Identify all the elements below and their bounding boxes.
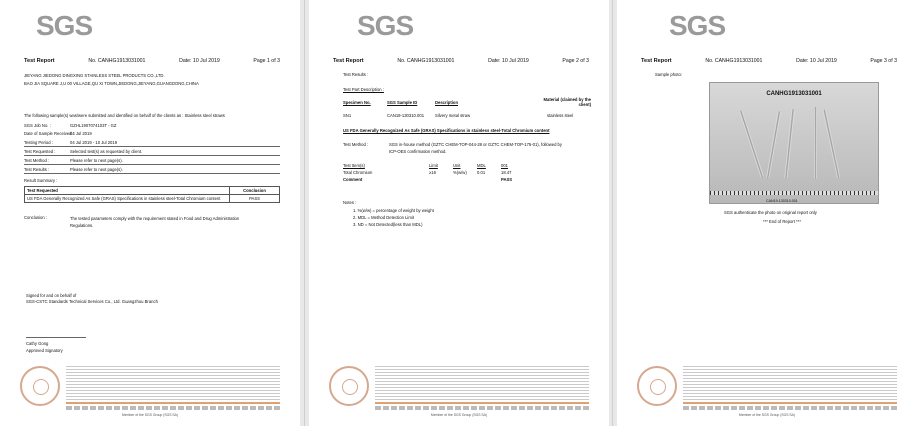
divider — [24, 155, 280, 156]
summary-title: Result Summary : — [24, 178, 58, 183]
field-value: Please refer to next page(s). — [70, 158, 123, 163]
page-separator — [612, 0, 613, 426]
footer-divider — [66, 402, 280, 404]
comment-value: PASS — [501, 177, 513, 182]
field-label: Testing Period : — [24, 140, 53, 145]
result-col-header: 001 — [501, 163, 508, 168]
field-label: Test Results : — [24, 167, 50, 172]
signed-line-2: SGS-CSTC Standards Technical Services Co., Ltd. Guangzhou Branch — [26, 299, 158, 304]
method-text-1: SGS in-house method (GZTC CHEM-TOP-044-28 or GZTC CHEM-TOP-175-01), followed by — [389, 142, 562, 147]
intro-text: The following sample(s) was/were submitted and identified on behalf of the clients as : Stainless steel straws — [24, 113, 225, 118]
photo-background — [710, 83, 878, 203]
photo-caption: CAN19-130310.001 — [766, 199, 798, 203]
sgs-seal-icon — [329, 366, 369, 406]
result-cell: 0.01 — [477, 170, 486, 175]
company-name: JIEYANG JIEDONG DINGXING STAINLESS STEEL PRODUCTS CO.,LTD. — [24, 73, 165, 78]
conclusion-label: Conclusion : — [24, 215, 48, 220]
end-of-report: *** End of Report *** — [763, 219, 801, 224]
report-title: Test Report — [333, 58, 364, 64]
page-header — [24, 58, 280, 64]
straw-image — [814, 107, 817, 179]
col-header: Description — [435, 100, 459, 105]
signer-name: Cathy Gong — [26, 341, 49, 346]
field-label: Test Method : — [24, 158, 50, 163]
footer-divider — [375, 402, 589, 404]
page-number: Page 2 of 3 — [562, 58, 589, 64]
table-cell: Silvery metal straw — [435, 113, 471, 118]
notes-title: Notes : — [343, 200, 357, 205]
field-value: Selected test(s) as requested by client. — [70, 149, 143, 154]
note-item: 1. %(w/w) = percentage of weight by weight — [353, 208, 434, 213]
result-cell: ≥16 — [429, 170, 436, 175]
field-label: SGS Job No. : — [24, 123, 51, 128]
legal-fine-print — [375, 366, 589, 400]
sample-photo — [709, 82, 879, 204]
table-row — [25, 195, 280, 203]
table-header: Test Requested — [25, 187, 230, 195]
page-number: Page 3 of 3 — [870, 58, 897, 64]
sgs-seal-icon — [20, 366, 60, 406]
method-label: Test Method : — [343, 142, 369, 147]
footer-divider — [683, 402, 897, 404]
result-col-header: Unit — [453, 163, 461, 168]
col-header: Specimen No. — [343, 100, 371, 105]
divider — [24, 146, 280, 147]
report-page-1 — [0, 0, 300, 426]
summary-table — [24, 186, 280, 203]
page-footer — [637, 366, 897, 418]
report-title: Test Report — [641, 58, 672, 64]
page-header — [641, 58, 897, 64]
result-cell: Total Chromium — [343, 170, 373, 175]
signature-line — [26, 337, 86, 338]
signed-line-1: Signed for and on behalf of — [26, 293, 77, 298]
report-page-2 — [309, 0, 609, 426]
result-cell: %(w/w) — [453, 170, 467, 175]
legal-fine-print — [66, 366, 280, 400]
comment-label: Comment — [343, 177, 363, 182]
report-date: Date: 10 Jul 2019 — [796, 58, 837, 64]
divider — [24, 173, 280, 174]
report-title: Test Report — [24, 58, 55, 64]
member-text: Member of the SGS Group (SGS SA) — [738, 413, 796, 417]
table-cell: stainless steel — [547, 113, 574, 118]
report-number: No. CANHG1913031001 — [705, 58, 763, 64]
col-header: SGS Sample ID — [387, 100, 418, 105]
field-label: Test Requested : — [24, 149, 56, 154]
page-footer — [20, 366, 280, 418]
conclusion-text: The tested parameters comply with the requirement stated in Food and Drug Administration Regulations. — [70, 216, 240, 228]
report-page-3 — [617, 0, 917, 426]
section-heading: US FDA Generally Recognized As Safe (GRAS) Specifications in stainless steel-Total Chromium content — [343, 128, 550, 133]
sgs-logo: SGS — [357, 10, 414, 41]
table-cell: CAN19-130310.001 — [387, 113, 425, 118]
member-text: Member of the SGS Group (SGS SA) — [121, 413, 179, 417]
test-results-label: Test Results : — [343, 72, 369, 77]
member-text: Member of the SGS Group (SGS SA) — [430, 413, 488, 417]
company-address: BAO JIA SQUARE J,U 00 VILLAGE,QU XI TOWN,JIEDONG,JIEYANG,GUANGDONG,CHINA — [24, 81, 199, 86]
report-date: Date: 10 Jul 2019 — [179, 58, 220, 64]
authentication-note: SGS authenticate the photo on original report only — [724, 210, 817, 215]
page-number: Page 1 of 3 — [253, 58, 280, 64]
footer-address — [66, 406, 280, 410]
result-cell: 18.47 — [501, 170, 512, 175]
field-value: Please refer to next page(s). — [70, 167, 123, 172]
sgs-logo: SGS — [36, 10, 93, 41]
note-item: 3. ND = Not Detected(less than MDL) — [353, 222, 423, 227]
report-date: Date: 10 Jul 2019 — [488, 58, 529, 64]
photo-label: CANHG1913031001 — [766, 91, 822, 97]
table-cell: SN1 — [343, 113, 352, 118]
divider — [24, 164, 280, 165]
table-cell: PASS — [230, 195, 280, 203]
table-header-row — [25, 187, 280, 195]
field-label: Date of Sample Received : — [24, 131, 74, 136]
method-text-2: ICP-OES confirmation method. — [389, 149, 447, 154]
table-header: Conclusion — [230, 187, 280, 195]
report-number: No. CANHG1913031001 — [397, 58, 455, 64]
note-item: 2. MDL = Method Detection Limit — [353, 215, 414, 220]
footer-address — [683, 406, 897, 410]
table-cell: US FDA Generally Recognized As Safe (GRAS) Specifications in stainless steel-Total Chromium content — [25, 195, 230, 203]
field-value: 04 Jul 2019 — [70, 131, 92, 136]
page-footer — [329, 366, 589, 418]
col-header: Material (claimed by the client) — [543, 97, 591, 107]
signer-title: Approved Signatory — [26, 348, 63, 353]
result-col-header: Limit — [429, 163, 438, 168]
field-value: 04 Jul 2019 - 10 Jul 2019 — [70, 140, 118, 145]
sample-photo-label: Sample photo: — [655, 72, 683, 77]
page-separator — [304, 0, 305, 426]
field-value: GZHL1907074103T - GZ — [70, 123, 117, 128]
page-header — [333, 58, 589, 64]
sgs-logo: SGS — [669, 10, 726, 41]
legal-fine-print — [683, 366, 897, 400]
result-col-header: MDL — [477, 163, 486, 168]
sgs-seal-icon — [637, 366, 677, 406]
measuring-scale — [710, 191, 878, 195]
report-number: No. CANHG1913031001 — [88, 58, 146, 64]
result-col-header: Test Item(s) — [343, 163, 365, 168]
test-part-label: Test Part Description : — [343, 87, 384, 92]
footer-address — [375, 406, 589, 410]
